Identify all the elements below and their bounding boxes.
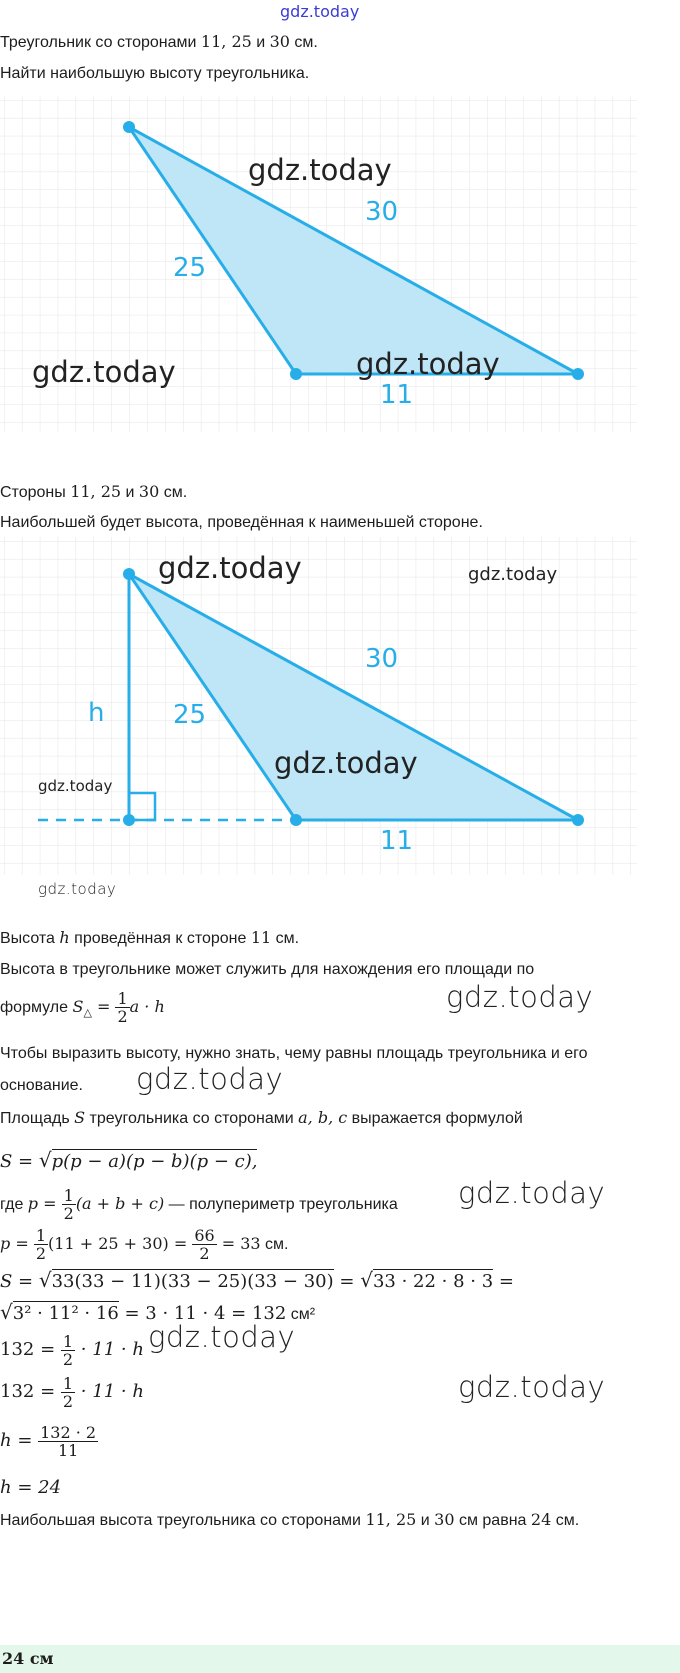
watermark: gdz.today bbox=[356, 347, 500, 381]
math: h = bbox=[0, 1430, 39, 1451]
watermark: gdz.today bbox=[458, 1370, 606, 1404]
vertex-dot bbox=[123, 568, 135, 580]
biggest-height-line: Наибольшей будет высота, проведённая к наименьшей стороне. bbox=[0, 514, 483, 531]
fraction bbox=[61, 1333, 75, 1368]
denominator: 2 bbox=[199, 1244, 210, 1264]
s-calc-line-1: S = √33(33 − 11)(33 − 25)(33 − 30) = √33 · 22 · 8 · 3 = bbox=[0, 1268, 514, 1292]
math: · 11 · h bbox=[75, 1339, 144, 1360]
watermark: gdz.today bbox=[32, 355, 176, 389]
side-label-30: 30 bbox=[365, 197, 399, 227]
vertex-dot bbox=[290, 814, 302, 826]
text: и bbox=[416, 1512, 435, 1529]
math: 33(33 − 11)(33 − 25)(33 − 30) bbox=[51, 1271, 334, 1292]
math: 11, 25 bbox=[70, 482, 122, 501]
watermark: gdz.today bbox=[148, 1320, 296, 1354]
math: 132 = bbox=[0, 1339, 61, 1360]
math: S bbox=[72, 997, 84, 1016]
height-line bbox=[0, 928, 299, 949]
numerator: 1 bbox=[117, 989, 128, 1009]
fraction bbox=[38, 1424, 98, 1459]
side-label-11: 11 bbox=[380, 826, 414, 856]
triangle-figure-2 bbox=[0, 537, 637, 875]
numerator: 66 bbox=[194, 1226, 215, 1246]
equation-3 bbox=[0, 1418, 98, 1464]
denominator: 2 bbox=[62, 1391, 74, 1411]
text: см. bbox=[551, 1512, 580, 1529]
triangle-figure-1 bbox=[0, 96, 637, 432]
math: p = bbox=[27, 1194, 62, 1213]
denominator: 11 bbox=[57, 1440, 79, 1460]
equation-4: h = 24 bbox=[0, 1477, 62, 1498]
fraction bbox=[61, 1375, 75, 1410]
vertex-dot bbox=[572, 814, 584, 826]
express-line-1: Чтобы выразить высоту, нужно знать, чему равны площадь треугольника и его bbox=[0, 1045, 588, 1062]
fraction bbox=[115, 990, 129, 1025]
math: = bbox=[333, 1271, 361, 1292]
math: a, b, c bbox=[298, 1108, 348, 1127]
side-label-30: 30 bbox=[365, 644, 399, 674]
text: Высота bbox=[0, 930, 60, 947]
problem-math: 11, 25 bbox=[200, 32, 252, 51]
math: = 33 bbox=[216, 1234, 261, 1253]
denominator: 2 bbox=[35, 1244, 47, 1264]
fraction bbox=[34, 1227, 48, 1262]
problem-text: Треугольник со сторонами bbox=[0, 34, 201, 51]
equation-1 bbox=[0, 1332, 144, 1368]
vertex-dot bbox=[290, 368, 302, 380]
problem-math: 30 bbox=[269, 32, 290, 51]
math: a · h bbox=[129, 997, 165, 1016]
text: см² bbox=[286, 1306, 316, 1323]
text: см равна bbox=[454, 1512, 531, 1529]
area-line-2 bbox=[0, 989, 165, 1031]
fraction bbox=[192, 1227, 216, 1262]
text: — полупериметр треугольника bbox=[164, 1196, 398, 1213]
watermark: gdz.today bbox=[38, 777, 113, 795]
math: 30 bbox=[434, 1510, 455, 1529]
problem-text: см. bbox=[289, 34, 318, 51]
math: 33 · 22 · 8 · 3 bbox=[372, 1271, 494, 1292]
watermark: gdz.today bbox=[248, 153, 392, 187]
area-line-1: Высота в треугольнике может служить для нахождения его площади по bbox=[0, 961, 535, 978]
text: и bbox=[121, 484, 139, 501]
side-label-25: 25 bbox=[173, 700, 207, 730]
vertex-dot bbox=[123, 121, 135, 133]
site-link[interactable]: gdz.today bbox=[280, 2, 360, 21]
numerator: 132 · 2 bbox=[40, 1422, 97, 1442]
math: = 3 · 11 · 4 = 132 bbox=[118, 1303, 287, 1324]
heron-line bbox=[0, 1108, 523, 1129]
numerator: 1 bbox=[62, 1331, 74, 1351]
watermark: gdz.today bbox=[458, 1176, 606, 1210]
problem-line-2: Найти наибольшую высоту треугольника. bbox=[0, 65, 310, 82]
math: (a + b + c) bbox=[75, 1194, 165, 1213]
math: = bbox=[91, 997, 116, 1016]
math: 11, 25 bbox=[365, 1510, 417, 1529]
math: p(p − a)(p − b)(p − c), bbox=[51, 1151, 258, 1172]
text: Стороны bbox=[0, 484, 71, 501]
fraction bbox=[62, 1187, 76, 1222]
watermark: gdz.today bbox=[38, 880, 117, 898]
vertex-dot bbox=[572, 368, 584, 380]
numerator: 1 bbox=[63, 1186, 74, 1206]
heron-formula: S = √p(p − a)(p − b)(p − c), bbox=[0, 1148, 258, 1172]
math: h bbox=[59, 928, 70, 947]
math: 132 = bbox=[0, 1381, 61, 1402]
answer-value: 24 см bbox=[2, 1649, 54, 1668]
watermark: gdz.today bbox=[136, 1062, 284, 1096]
watermark: gdz.today bbox=[468, 564, 558, 585]
math: 3² · 11² · 16 bbox=[12, 1303, 119, 1324]
denominator: 2 bbox=[62, 1349, 74, 1369]
conclusion-line bbox=[0, 1510, 579, 1531]
math: (11 + 25 + 30) = bbox=[48, 1234, 193, 1253]
text: где bbox=[0, 1196, 28, 1213]
semiperimeter-line bbox=[0, 1186, 398, 1223]
watermark: gdz.today bbox=[274, 746, 418, 780]
numerator: 1 bbox=[62, 1373, 74, 1393]
math: △ bbox=[83, 1006, 92, 1020]
answer-box bbox=[0, 1645, 680, 1673]
watermark: gdz.today bbox=[158, 551, 302, 585]
side-label-25: 25 bbox=[173, 253, 207, 283]
text: см. bbox=[271, 930, 300, 947]
text: см. bbox=[260, 1236, 289, 1253]
height-label-h: h bbox=[88, 698, 105, 728]
problem-line-1 bbox=[0, 32, 318, 53]
text: Площадь bbox=[0, 1110, 75, 1127]
math: · 11 · h bbox=[75, 1381, 144, 1402]
express-line-2: основание. bbox=[0, 1077, 83, 1094]
text: формуле bbox=[0, 999, 73, 1016]
math: S bbox=[74, 1108, 86, 1127]
text: треугольника со сторонами bbox=[85, 1110, 299, 1127]
numerator: 1 bbox=[35, 1226, 47, 1246]
equation-2 bbox=[0, 1374, 144, 1410]
math: S = bbox=[0, 1151, 39, 1172]
text: Наибольшая высота треугольника со сторонами bbox=[0, 1512, 366, 1529]
vertex-dot bbox=[123, 814, 135, 826]
math: 24 bbox=[530, 1510, 552, 1529]
sides-line bbox=[0, 482, 187, 503]
denominator: 2 bbox=[63, 1204, 74, 1224]
text: см. bbox=[159, 484, 188, 501]
math: 11 bbox=[250, 928, 272, 947]
p-calc-line bbox=[0, 1226, 289, 1263]
problem-text: и bbox=[251, 34, 270, 51]
s-calc-line-2: √3² · 11² · 16 = 3 · 11 · 4 = 132 см² bbox=[0, 1300, 316, 1324]
denominator: 2 bbox=[117, 1007, 128, 1027]
watermark: gdz.today bbox=[446, 980, 594, 1014]
math: 30 bbox=[138, 482, 160, 501]
side-label-11: 11 bbox=[380, 380, 414, 410]
text: проведённая к стороне bbox=[69, 930, 251, 947]
math: p = bbox=[0, 1234, 34, 1253]
math: = bbox=[493, 1271, 514, 1292]
text: выражается формулой bbox=[347, 1110, 523, 1127]
math: S = bbox=[0, 1271, 39, 1292]
